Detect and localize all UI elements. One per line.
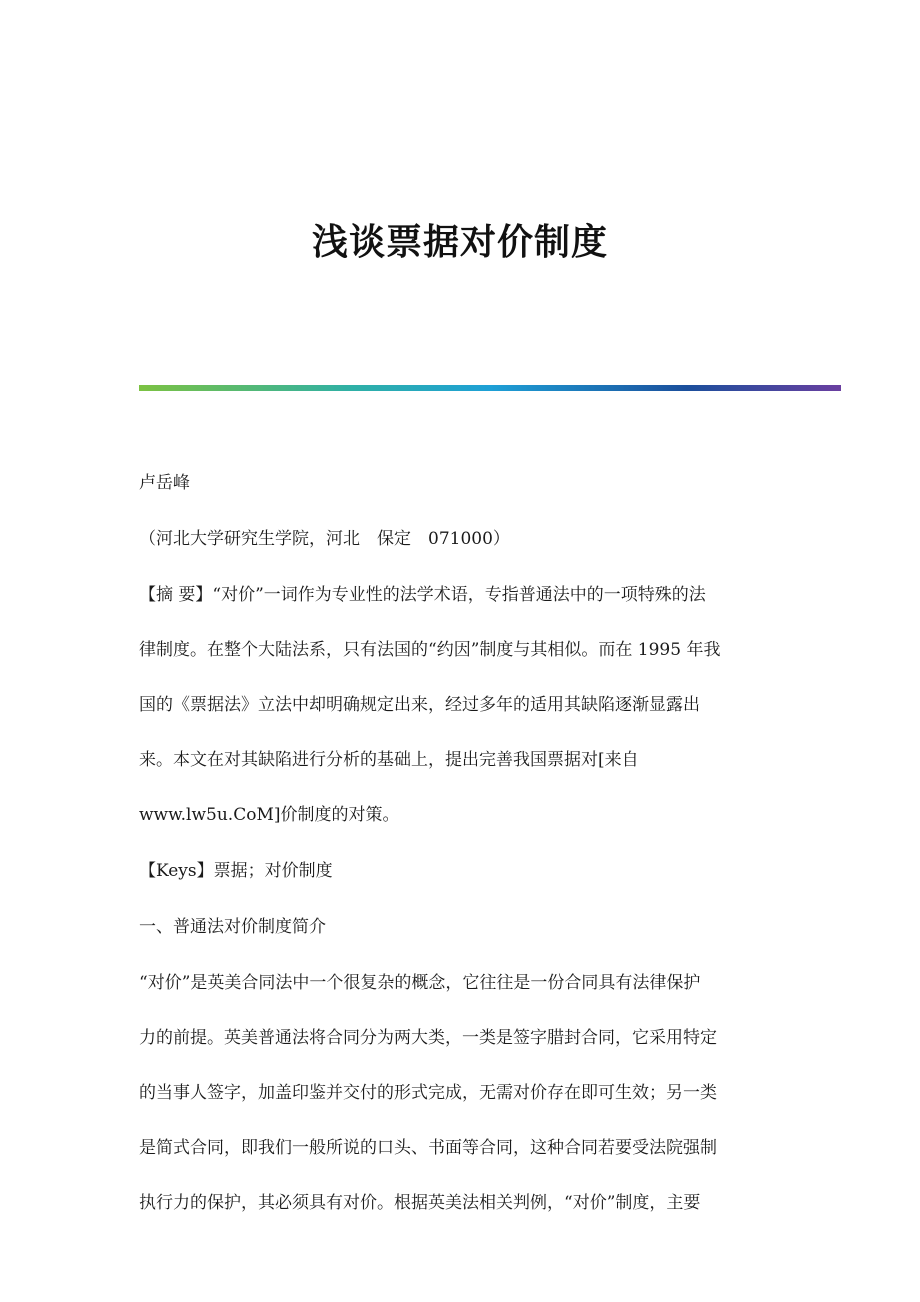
section-line: 的当事人签字，加盖印鉴并交付的形式完成，无需对价存在即可生效；另一类 xyxy=(139,1083,717,1103)
section-line: 是简式合同，即我们一般所说的口头、书面等合同，这种合同若要受法院强制 xyxy=(139,1138,717,1158)
abstract-line: 国的《票据法》立法中却明确规定出来，经过多年的适用其缺陷逐渐显露出 xyxy=(139,695,700,715)
section-line: “对价”是英美合同法中一个很复杂的概念，它往往是一份合同具有法律保护 xyxy=(139,973,701,993)
section-line: 执行力的保护，其必须具有对价。根据英美法相关判例，“对价”制度，主要 xyxy=(139,1193,701,1213)
document-title: 浅谈票据对价制度 xyxy=(311,221,608,263)
section-paragraph xyxy=(139,968,789,1218)
abstract-line: 律制度。在整个大陆法系，只有法国的“约因”制度与其相似。而在 1995 年我 xyxy=(139,640,721,660)
author-name: 卢岳峰 xyxy=(139,473,190,493)
abstract-line: 【摘 要】“对价”一词作为专业性的法学术语，专指普通法中的一项特殊的法 xyxy=(139,585,706,605)
document-body xyxy=(139,468,789,1244)
abstract-line: www.lw5u.CoM]价制度的对策。 xyxy=(139,805,400,825)
abstract-line: 来。本文在对其缺陷进行分析的基础上，提出完善我国票据对[来自 xyxy=(139,750,639,770)
section-line: 力的前提。英美普通法将合同分为两大类，一类是签字腊封合同，它采用特定 xyxy=(139,1028,717,1048)
author-affiliation: （河北大学研究生学院，河北 保定 071000） xyxy=(139,529,510,549)
abstract-paragraph xyxy=(139,580,789,830)
title-divider xyxy=(139,385,841,391)
section-heading: 一、普通法对价制度简介 xyxy=(139,917,326,937)
keywords-line: 【Keys】票据；对价制度 xyxy=(139,861,333,881)
